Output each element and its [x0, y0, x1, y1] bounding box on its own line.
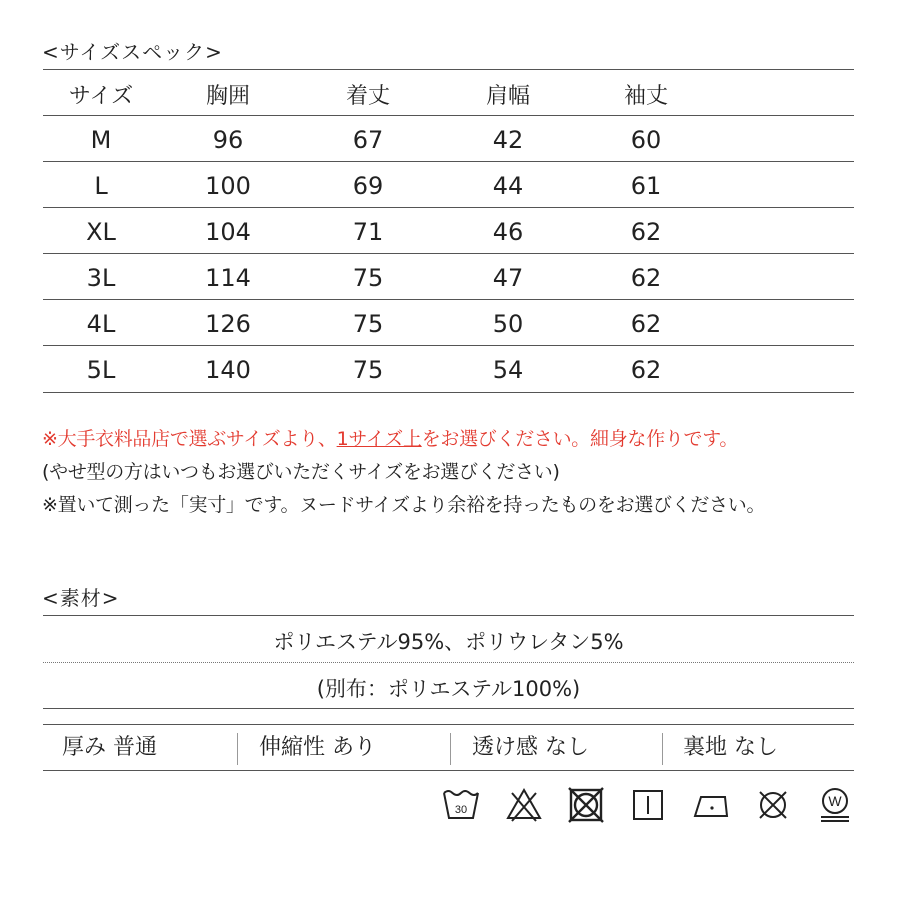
cell-sleeve: 61: [630, 172, 662, 200]
row-divider: [43, 299, 854, 300]
iron-low-icon: [691, 785, 731, 825]
material-main: ポリエステル95%、ポリウレタン5%: [273, 630, 624, 654]
properties-bottom-rule: [43, 770, 854, 771]
row-divider: [43, 207, 854, 208]
cell-length: 75: [352, 264, 384, 292]
cell-sleeve: 62: [630, 218, 662, 246]
cell-sleeve: 60: [630, 126, 662, 154]
wash-temp-text: 30: [454, 804, 468, 816]
prop-sheerness: 透け感 なし: [472, 735, 589, 760]
material-sub: (別布：ポリエステル100%): [316, 677, 581, 701]
prop-lining: 裏地 なし: [683, 735, 778, 760]
size-spec-title: <サイズスペック>: [42, 40, 223, 64]
header-chest: 胸囲: [205, 84, 251, 109]
line-dry-icon: [628, 785, 668, 825]
cell-size: 3L: [86, 264, 116, 292]
cell-chest: 104: [205, 218, 251, 246]
table-top-rule: [43, 69, 854, 70]
prop-thickness: 厚み 普通: [62, 735, 157, 760]
cell-chest: 114: [205, 264, 251, 292]
note-measurement: ※置いて測った「実寸」です。ヌードサイズより余裕を持ったものをお選びください。: [42, 494, 766, 516]
material-top-rule: [43, 615, 854, 616]
prop-divider: [450, 733, 451, 765]
cell-shoulder: 44: [492, 172, 524, 200]
cell-sleeve: 62: [630, 356, 662, 384]
cell-length: 75: [352, 356, 384, 384]
header-length: 着丈: [345, 84, 391, 109]
cell-length: 67: [352, 126, 384, 154]
no-dry-clean-icon: [753, 785, 793, 825]
cell-size: L: [94, 172, 108, 200]
row-divider: [43, 253, 854, 254]
note-slim-advice: (やせ型の方はいつもお選びいただくサイズをお選びください): [42, 461, 560, 483]
cell-shoulder: 50: [492, 310, 524, 338]
material-bottom-rule: [43, 708, 854, 709]
cell-size: XL: [86, 218, 116, 246]
cell-chest: 100: [205, 172, 251, 200]
cell-size: M: [90, 126, 112, 154]
no-bleach-icon: [504, 785, 544, 825]
cell-length: 71: [352, 218, 384, 246]
prop-divider: [237, 733, 238, 765]
no-tumble-dry-icon: [566, 785, 606, 825]
header-shoulder: 肩幅: [485, 84, 531, 109]
cell-size: 5L: [86, 356, 116, 384]
wet-clean-letter: W: [828, 793, 842, 809]
cell-sleeve: 62: [630, 310, 662, 338]
prop-stretch: 伸縮性 あり: [259, 735, 376, 760]
note-red-underlined: 1サイズ上: [336, 428, 422, 450]
wash-30-icon: [441, 785, 481, 825]
material-dotted-rule: [43, 662, 854, 663]
note-red-part1: ※大手衣料品店で選ぶサイズより、: [42, 428, 337, 450]
table-bottom-rule: [43, 392, 854, 393]
cell-length: 75: [352, 310, 384, 338]
cell-shoulder: 46: [492, 218, 524, 246]
cell-shoulder: 47: [492, 264, 524, 292]
cell-chest: 126: [205, 310, 251, 338]
header-size: サイズ: [68, 84, 134, 109]
cell-size: 4L: [86, 310, 116, 338]
cell-shoulder: 54: [492, 356, 524, 384]
material-title: <素材>: [42, 586, 120, 610]
row-divider: [43, 161, 854, 162]
cell-length: 69: [352, 172, 384, 200]
cell-shoulder: 42: [492, 126, 524, 154]
table-header-rule: [43, 115, 854, 116]
header-sleeve: 袖丈: [623, 84, 669, 109]
note-red-part2: をお選びください。細身な作りです。: [421, 428, 739, 450]
note-size-advice: [42, 424, 738, 451]
prop-divider: [662, 733, 663, 765]
cell-sleeve: 62: [630, 264, 662, 292]
cell-chest: 140: [205, 356, 251, 384]
cell-chest: 96: [212, 126, 244, 154]
wet-clean-icon: [815, 785, 855, 825]
row-divider: [43, 345, 854, 346]
properties-top-rule: [43, 724, 854, 725]
